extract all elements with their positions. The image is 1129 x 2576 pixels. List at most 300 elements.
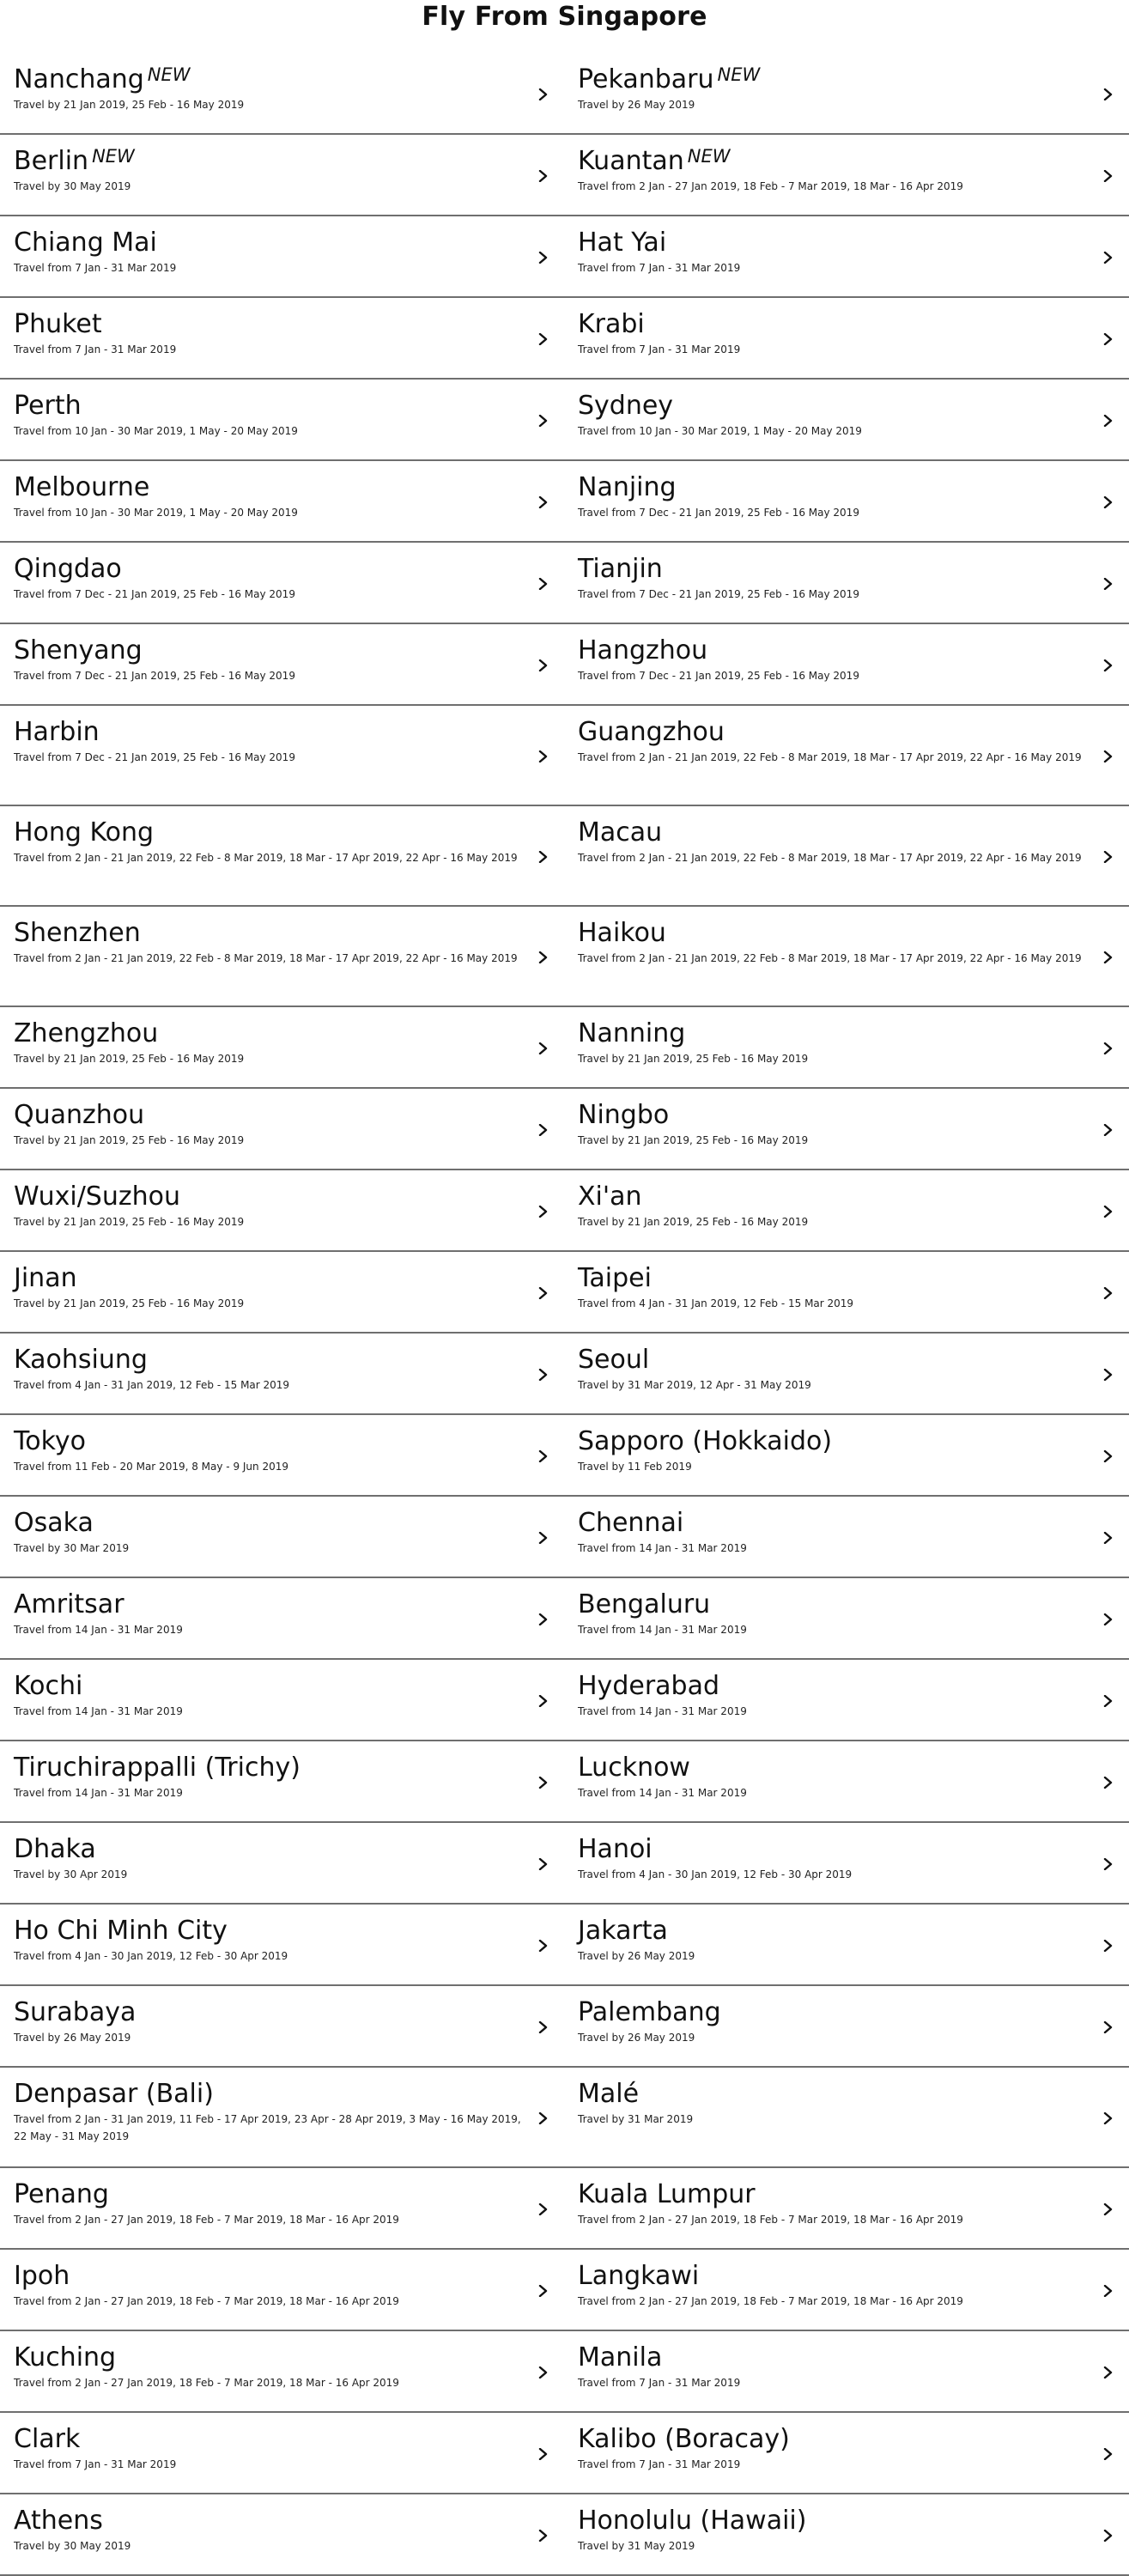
destination-link[interactable]: [564, 1741, 1129, 1821]
travel-dates: Travel from 10 Jan - 30 Mar 2019, 1 May - 20 May 2019: [14, 507, 298, 519]
city-name: Hat Yai: [578, 228, 667, 258]
travel-dates: Travel by 26 May 2019: [578, 1950, 695, 1962]
chevron-right-icon: [537, 415, 549, 427]
destination-row: [0, 1986, 1129, 2068]
city-name: Shenyang: [14, 635, 143, 665]
destination-link[interactable]: [564, 2068, 1129, 2166]
chevron-right-icon: [537, 2448, 549, 2460]
city-name: Guangzhou: [578, 717, 725, 747]
destination-link[interactable]: [0, 1007, 564, 1087]
travel-dates: Travel from 7 Jan - 31 Mar 2019: [14, 343, 177, 355]
destination-link[interactable]: [0, 907, 564, 1005]
destination-link[interactable]: [564, 2494, 1129, 2574]
destination-city: [14, 1590, 521, 1619]
destination-city: [578, 1917, 1086, 1946]
chevron-right-icon: [537, 1206, 549, 1218]
chevron-right-icon: [537, 2530, 549, 2542]
destination-link[interactable]: [564, 2168, 1129, 2248]
travel-dates: Travel from 2 Jan - 21 Jan 2019, 22 Feb - 8 Mar 2019, 18 Mar - 17 Apr 2019, 22 Apr - 16 May 2019: [14, 852, 518, 864]
chevron-right-icon: [1102, 851, 1114, 863]
chevron-right-icon: [1102, 2530, 1114, 2542]
chevron-right-icon: [1102, 2366, 1114, 2379]
travel-dates: Travel from 7 Dec - 21 Jan 2019, 25 Feb - 16 May 2019: [578, 670, 859, 682]
destination-link[interactable]: [0, 461, 564, 541]
destination-row: [0, 2068, 1129, 2168]
chevron-right-icon: [537, 1042, 549, 1054]
city-name: Kochi: [14, 1671, 83, 1701]
destination-link[interactable]: [0, 1741, 564, 1821]
city-name: Athens: [14, 2506, 103, 2536]
destination-link[interactable]: [564, 135, 1129, 215]
destination-city: [14, 228, 521, 258]
destination-city: [14, 718, 521, 747]
chevron-right-icon: [1102, 170, 1114, 182]
chevron-right-icon: [537, 1124, 549, 1136]
destination-row: [0, 380, 1129, 461]
travel-dates: Travel by 21 Jan 2019, 25 Feb - 16 May 2019: [14, 99, 245, 111]
travel-dates: Travel from 4 Jan - 31 Jan 2019, 12 Feb - 15 Mar 2019: [14, 1379, 290, 1391]
city-name: Kaohsiung: [14, 1345, 148, 1375]
city-name: Melbourne: [14, 472, 150, 502]
destination-link[interactable]: [0, 53, 564, 133]
destination-city: [14, 1509, 521, 1538]
city-name: Lucknow: [578, 1753, 690, 1783]
destination-city: [578, 1019, 1086, 1048]
destination-city: [578, 919, 1086, 948]
destination-city: [578, 65, 1086, 94]
destination-link[interactable]: [564, 624, 1129, 704]
destination-city: [14, 147, 521, 176]
destination-row: [0, 1415, 1129, 1497]
travel-dates: Travel by 21 Jan 2019, 25 Feb - 16 May 2019: [14, 1216, 245, 1228]
destination-link[interactable]: [564, 380, 1129, 459]
destination-city: [578, 2262, 1086, 2291]
travel-dates: Travel by 26 May 2019: [578, 99, 695, 111]
destination-row: [0, 1905, 1129, 1986]
chevron-right-icon: [1102, 2448, 1114, 2460]
chevron-right-icon: [1102, 1369, 1114, 1381]
chevron-right-icon: [1102, 415, 1114, 427]
travel-dates: Travel from 14 Jan - 31 Mar 2019: [14, 1787, 183, 1799]
destination-city: [14, 2343, 521, 2372]
chevron-right-icon: [537, 951, 549, 963]
destination-link[interactable]: [564, 806, 1129, 905]
chevron-right-icon: [537, 1613, 549, 1625]
destination-link[interactable]: [0, 2168, 564, 2248]
destination-row: [0, 2413, 1129, 2494]
destination-link[interactable]: [564, 2413, 1129, 2493]
destination-city: [578, 1182, 1086, 1212]
city-name: Nanning: [578, 1018, 686, 1048]
page-title: Fly From Singapore: [422, 2, 707, 32]
chevron-right-icon: [537, 851, 549, 863]
destination-link[interactable]: [564, 1252, 1129, 1332]
chevron-right-icon: [537, 2112, 549, 2124]
destination-city: [578, 1101, 1086, 1130]
destination-link[interactable]: [564, 543, 1129, 623]
destination-city: [578, 1346, 1086, 1375]
destination-link[interactable]: [564, 1007, 1129, 1087]
travel-dates: Travel from 2 Jan - 27 Jan 2019, 18 Feb - 7 Mar 2019, 18 Mar - 16 Apr 2019: [14, 2295, 399, 2307]
destination-row: [0, 1578, 1129, 1660]
chevron-right-icon: [537, 1287, 549, 1299]
city-name: Harbin: [14, 717, 100, 747]
travel-dates: Travel from 7 Jan - 31 Mar 2019: [14, 2458, 177, 2470]
chevron-right-icon: [1102, 1613, 1114, 1625]
destination-link[interactable]: [0, 1986, 564, 2066]
travel-dates: Travel by 30 May 2019: [14, 2540, 131, 2552]
chevron-right-icon: [537, 1369, 549, 1381]
destination-link[interactable]: [0, 1252, 564, 1332]
destination-city: [14, 2180, 521, 2209]
destination-city: [14, 818, 521, 848]
destination-city: [578, 1264, 1086, 1293]
destination-link[interactable]: [564, 461, 1129, 541]
city-name: Tokyo: [14, 1426, 86, 1456]
chevron-right-icon: [1102, 1858, 1114, 1870]
destination-city: [14, 1182, 521, 1212]
destination-link[interactable]: [0, 2413, 564, 2493]
city-name: Sapporo (Hokkaido): [578, 1426, 833, 1456]
destination-row: [0, 298, 1129, 380]
destination-city: [578, 636, 1086, 665]
city-name: Xi'an: [578, 1182, 642, 1212]
destination-row: [0, 216, 1129, 298]
travel-dates: Travel from 14 Jan - 31 Mar 2019: [578, 1705, 747, 1717]
travel-dates: Travel from 4 Jan - 31 Jan 2019, 12 Feb - 15 Mar 2019: [578, 1297, 854, 1309]
travel-dates: Travel from 11 Feb - 20 Mar 2019, 8 May - 9 Jun 2019: [14, 1461, 288, 1473]
destination-city: [14, 1264, 521, 1293]
travel-dates: Travel from 7 Jan - 31 Mar 2019: [578, 2458, 741, 2470]
destination-link[interactable]: [564, 1823, 1129, 1903]
destination-link[interactable]: [0, 2494, 564, 2574]
destination-row: [0, 806, 1129, 907]
city-name: Macau: [578, 817, 663, 848]
city-name: Qingdao: [14, 554, 122, 584]
destination-city: [578, 1672, 1086, 1701]
destination-link[interactable]: [564, 706, 1129, 805]
travel-dates: Travel from 2 Jan - 21 Jan 2019, 22 Feb - 8 Mar 2019, 18 Mar - 17 Apr 2019, 22 Apr - 16 May 2019: [578, 952, 1082, 964]
chevron-right-icon: [1102, 1940, 1114, 1952]
chevron-right-icon: [1102, 2285, 1114, 2297]
travel-dates: Travel by 21 Jan 2019, 25 Feb - 16 May 2019: [578, 1134, 809, 1146]
destination-link[interactable]: [564, 1497, 1129, 1577]
city-name: Denpasar (Bali): [14, 2079, 214, 2109]
destination-city: [578, 147, 1086, 176]
city-name: Hyderabad: [578, 1671, 719, 1701]
chevron-right-icon: [1102, 2112, 1114, 2124]
destination-city: [14, 1753, 521, 1783]
city-name: Taipei: [578, 1263, 652, 1293]
city-name: Jinan: [14, 1263, 77, 1293]
destination-link[interactable]: [0, 1334, 564, 1413]
destination-row: [0, 2168, 1129, 2250]
destination-row: [0, 1660, 1129, 1741]
chevron-right-icon: [537, 578, 549, 590]
destination-city: [578, 2080, 1086, 2109]
destination-city: [578, 1753, 1086, 1783]
city-name: Ho Chi Minh City: [14, 1916, 228, 1946]
city-name: Krabi: [578, 309, 645, 339]
destination-city: [14, 1019, 521, 1048]
new-badge: NEW: [92, 146, 135, 167]
destination-city: [14, 65, 521, 94]
travel-dates: Travel from 14 Jan - 31 Mar 2019: [14, 1624, 183, 1636]
destination-row: [0, 1089, 1129, 1170]
travel-dates: Travel from 4 Jan - 30 Jan 2019, 12 Feb - 30 Apr 2019: [578, 1868, 853, 1880]
destination-link[interactable]: [0, 2250, 564, 2330]
travel-dates: Travel by 31 Mar 2019: [578, 2113, 694, 2125]
city-name: Bengaluru: [578, 1589, 711, 1619]
city-name: Berlin: [14, 146, 89, 176]
travel-dates: Travel by 26 May 2019: [578, 2032, 695, 2044]
city-name: Kuala Lumpur: [578, 2179, 756, 2209]
destination-link[interactable]: [564, 1415, 1129, 1495]
destination-city: [14, 1346, 521, 1375]
new-badge: NEW: [687, 146, 731, 167]
destination-row: [0, 1334, 1129, 1415]
city-name: Perth: [14, 391, 82, 421]
travel-dates: Travel from 7 Dec - 21 Jan 2019, 25 Feb - 16 May 2019: [14, 588, 295, 600]
city-name: Haikou: [578, 918, 666, 948]
travel-dates: Travel from 7 Jan - 31 Mar 2019: [578, 262, 741, 274]
chevron-right-icon: [1102, 659, 1114, 671]
city-name: Zhengzhou: [14, 1018, 159, 1048]
destination-city: [578, 2180, 1086, 2209]
city-name: Osaka: [14, 1508, 94, 1538]
city-name: Shenzhen: [14, 918, 141, 948]
chevron-right-icon: [537, 1450, 549, 1462]
destination-link[interactable]: [564, 907, 1129, 1005]
travel-dates: Travel by 21 Jan 2019, 25 Feb - 16 May 2019: [578, 1216, 809, 1228]
destination-city: [14, 2506, 521, 2536]
chevron-right-icon: [1102, 252, 1114, 264]
chevron-right-icon: [1102, 88, 1114, 100]
chevron-right-icon: [1102, 2203, 1114, 2215]
destination-link[interactable]: [564, 1660, 1129, 1740]
travel-dates: Travel by 21 Jan 2019, 25 Feb - 16 May 2019: [578, 1053, 809, 1065]
chevron-right-icon: [1102, 1287, 1114, 1299]
destination-link[interactable]: [564, 2331, 1129, 2411]
destination-city: [14, 1917, 521, 1946]
destination-link[interactable]: [0, 1823, 564, 1903]
chevron-right-icon: [537, 750, 549, 762]
travel-dates: Travel from 2 Jan - 27 Jan 2019, 18 Feb - 7 Mar 2019, 18 Mar - 16 Apr 2019: [578, 2295, 963, 2307]
destination-city: [14, 1672, 521, 1701]
destination-link[interactable]: [0, 1497, 564, 1577]
city-name: Wuxi/Suzhou: [14, 1182, 180, 1212]
travel-dates: Travel from 2 Jan - 27 Jan 2019, 18 Feb - 7 Mar 2019, 18 Mar - 16 Apr 2019: [578, 2214, 963, 2226]
travel-dates: Travel by 30 May 2019: [14, 180, 131, 192]
chevron-right-icon: [1102, 1777, 1114, 1789]
travel-dates: Travel by 26 May 2019: [14, 2032, 131, 2044]
destination-link[interactable]: [0, 1905, 564, 1984]
chevron-right-icon: [1102, 2021, 1114, 2033]
destination-city: [578, 2343, 1086, 2372]
destination-link[interactable]: [0, 543, 564, 623]
chevron-right-icon: [1102, 578, 1114, 590]
travel-dates: Travel by 21 Jan 2019, 25 Feb - 16 May 2019: [14, 1053, 245, 1065]
destination-link[interactable]: [0, 1170, 564, 1250]
destination-link[interactable]: [564, 216, 1129, 296]
travel-dates: Travel from 7 Jan - 31 Mar 2019: [578, 343, 741, 355]
city-name: Hong Kong: [14, 817, 155, 848]
destination-row: [0, 1007, 1129, 1089]
chevron-right-icon: [537, 659, 549, 671]
destination-city: [578, 228, 1086, 258]
chevron-right-icon: [537, 2021, 549, 2033]
travel-dates: Travel by 30 Mar 2019: [14, 1542, 130, 1554]
destination-city: [578, 555, 1086, 584]
destination-row: [0, 2250, 1129, 2331]
destination-link[interactable]: [0, 2068, 564, 2166]
destination-row: [0, 2331, 1129, 2413]
destination-city: [14, 555, 521, 584]
travel-dates: Travel from 10 Jan - 30 Mar 2019, 1 May - 20 May 2019: [14, 425, 298, 437]
destination-link[interactable]: [564, 1578, 1129, 1658]
destination-row: [0, 1252, 1129, 1334]
destination-city: [578, 1998, 1086, 2027]
destination-city: [14, 2425, 521, 2454]
destination-link[interactable]: [0, 624, 564, 704]
destination-link[interactable]: [0, 706, 564, 805]
destination-link[interactable]: [0, 1578, 564, 1658]
destination-link[interactable]: [564, 1089, 1129, 1169]
travel-dates: Travel from 2 Jan - 31 Jan 2019, 11 Feb - 17 Apr 2019, 23 Apr - 28 Apr 2019, 3 May - 16 May 2019, 22 May - 31 May 2019: [14, 2113, 521, 2142]
chevron-right-icon: [1102, 1450, 1114, 1462]
city-name: Langkawi: [578, 2261, 700, 2291]
chevron-right-icon: [537, 252, 549, 264]
travel-dates: Travel from 2 Jan - 21 Jan 2019, 22 Feb - 8 Mar 2019, 18 Mar - 17 Apr 2019, 22 Apr - 16 May 2019: [578, 751, 1082, 763]
destination-link[interactable]: [564, 2250, 1129, 2330]
destination-link[interactable]: [564, 1170, 1129, 1250]
chevron-right-icon: [537, 1777, 549, 1789]
city-name: Kalibo (Boracay): [578, 2424, 790, 2454]
destination-link[interactable]: [564, 1905, 1129, 1984]
destination-city: [578, 2425, 1086, 2454]
city-name: Clark: [14, 2424, 81, 2454]
destination-link[interactable]: [0, 2331, 564, 2411]
destination-row: [0, 624, 1129, 706]
travel-dates: Travel by 30 Apr 2019: [14, 1868, 128, 1880]
city-name: Amritsar: [14, 1589, 124, 1619]
destination-link[interactable]: [564, 298, 1129, 378]
destination-link[interactable]: [0, 1089, 564, 1169]
city-name: Sydney: [578, 391, 674, 421]
chevron-right-icon: [1102, 1206, 1114, 1218]
travel-dates: Travel by 11 Feb 2019: [578, 1461, 692, 1473]
chevron-right-icon: [537, 1695, 549, 1707]
city-name: Manila: [578, 2342, 663, 2372]
destination-link[interactable]: [0, 135, 564, 215]
chevron-right-icon: [537, 333, 549, 345]
city-name: Seoul: [578, 1345, 650, 1375]
city-name: Surabaya: [14, 1997, 137, 2027]
destination-city: [14, 310, 521, 339]
destination-row: [0, 2494, 1129, 2576]
city-name: Quanzhou: [14, 1100, 145, 1130]
travel-dates: Travel from 7 Dec - 21 Jan 2019, 25 Feb - 16 May 2019: [14, 751, 295, 763]
destination-link[interactable]: [564, 1986, 1129, 2066]
destination-city: [578, 818, 1086, 848]
travel-dates: Travel from 7 Dec - 21 Jan 2019, 25 Feb - 16 May 2019: [578, 507, 859, 519]
city-name: Malé: [578, 2079, 640, 2109]
destination-city: [578, 2506, 1086, 2536]
destination-row: [0, 543, 1129, 624]
destination-link[interactable]: [0, 380, 564, 459]
chevron-right-icon: [537, 88, 549, 100]
travel-dates: Travel from 2 Jan - 27 Jan 2019, 18 Feb - 7 Mar 2019, 18 Mar - 16 Apr 2019: [578, 180, 963, 192]
destination-row: [0, 461, 1129, 543]
destination-city: [14, 919, 521, 948]
destination-link[interactable]: [0, 1660, 564, 1740]
chevron-right-icon: [537, 1940, 549, 1952]
destination-row: [0, 1497, 1129, 1578]
destination-grid: [0, 53, 1129, 2576]
travel-dates: Travel by 21 Jan 2019, 25 Feb - 16 May 2019: [14, 1134, 245, 1146]
destination-row: [0, 135, 1129, 216]
destination-city: [14, 1427, 521, 1456]
travel-dates: Travel from 2 Jan - 27 Jan 2019, 18 Feb - 7 Mar 2019, 18 Mar - 16 Apr 2019: [14, 2377, 399, 2389]
city-name: Phuket: [14, 309, 102, 339]
destination-link[interactable]: [0, 806, 564, 905]
city-name: Pekanbaru: [578, 64, 714, 94]
chevron-right-icon: [537, 2285, 549, 2297]
destination-row: [0, 1823, 1129, 1905]
destination-city: [578, 1509, 1086, 1538]
destination-row: [0, 1170, 1129, 1252]
city-name: Kuching: [14, 2342, 117, 2372]
chevron-right-icon: [537, 1858, 549, 1870]
city-name: Nanjing: [578, 472, 677, 502]
destination-row: [0, 706, 1129, 806]
destination-link[interactable]: [0, 1415, 564, 1495]
destination-city: [14, 2262, 521, 2291]
travel-dates: Travel from 14 Jan - 31 Mar 2019: [578, 1624, 747, 1636]
destination-city: [14, 1998, 521, 2027]
new-badge: NEW: [717, 64, 761, 85]
city-name: Chennai: [578, 1508, 684, 1538]
city-name: Nanchang: [14, 64, 144, 94]
city-name: Honolulu (Hawaii): [578, 2506, 807, 2536]
destination-link[interactable]: [564, 53, 1129, 133]
destination-row: [0, 907, 1129, 1007]
travel-dates: Travel from 2 Jan - 27 Jan 2019, 18 Feb - 7 Mar 2019, 18 Mar - 16 Apr 2019: [14, 2214, 399, 2226]
chevron-right-icon: [537, 170, 549, 182]
destination-city: [578, 1590, 1086, 1619]
destination-city: [14, 1835, 521, 1864]
travel-dates: Travel by 21 Jan 2019, 25 Feb - 16 May 2019: [14, 1297, 245, 1309]
travel-dates: Travel from 7 Jan - 31 Mar 2019: [578, 2377, 741, 2389]
city-name: Ningbo: [578, 1100, 670, 1130]
city-name: Palembang: [578, 1997, 721, 2027]
city-name: Penang: [14, 2179, 109, 2209]
chevron-right-icon: [1102, 1124, 1114, 1136]
destination-city: [14, 473, 521, 502]
travel-dates: Travel by 31 May 2019: [578, 2540, 695, 2552]
destination-row: [0, 1741, 1129, 1823]
destination-link[interactable]: [564, 1334, 1129, 1413]
travel-dates: Travel by 31 Mar 2019, 12 Apr - 31 May 2019: [578, 1379, 811, 1391]
city-name: Hanoi: [578, 1834, 653, 1864]
destination-link[interactable]: [0, 298, 564, 378]
city-name: Ipoh: [14, 2261, 70, 2291]
chevron-right-icon: [1102, 1042, 1114, 1054]
chevron-right-icon: [537, 2203, 549, 2215]
chevron-right-icon: [1102, 1532, 1114, 1544]
travel-dates: Travel from 14 Jan - 31 Mar 2019: [578, 1787, 747, 1799]
destination-link[interactable]: [0, 216, 564, 296]
